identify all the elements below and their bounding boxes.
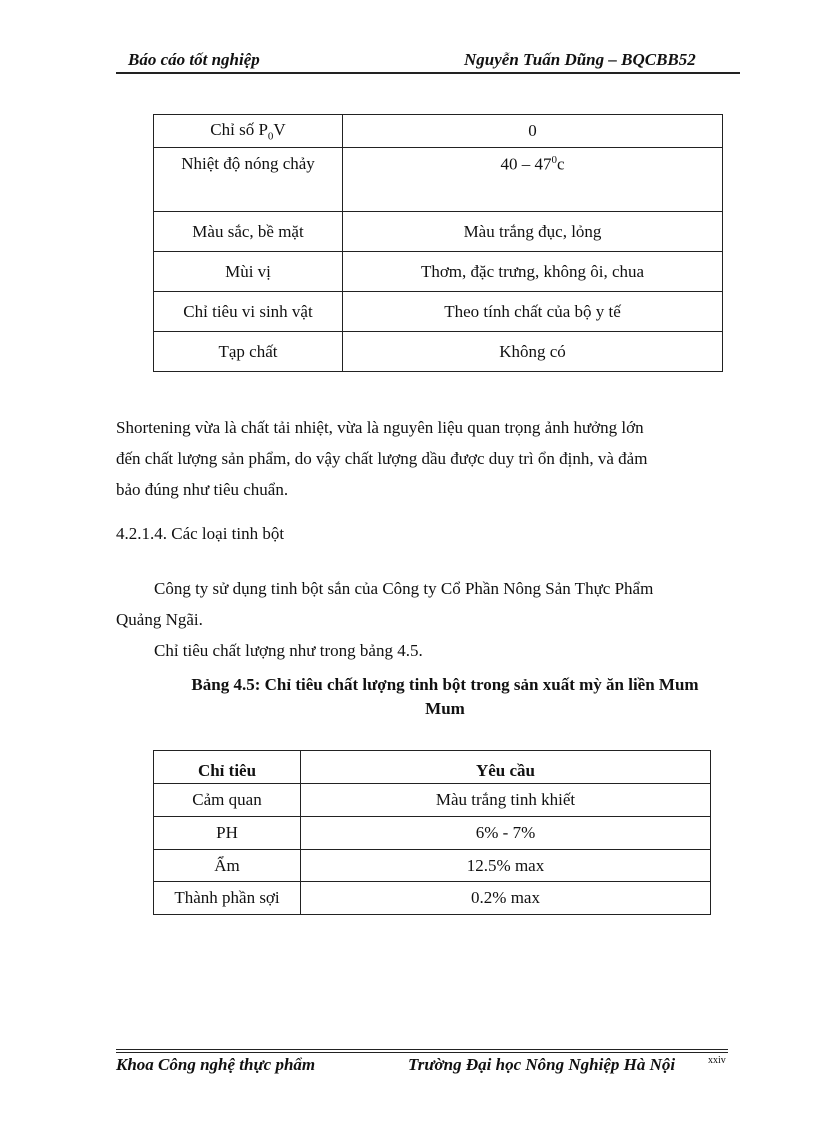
table-cell: Không có: [343, 332, 723, 372]
column-header: Chỉ tiêu: [154, 751, 301, 784]
section-heading: 4.2.1.4. Các loại tinh bột: [116, 524, 285, 543]
table-cell: PH: [154, 817, 301, 850]
column-header: Yêu cầu: [301, 751, 711, 784]
paragraph-line: đến chất lượng sản phẩm, do vậy chất lượng dầu được duy trì ổn định, và đảm: [116, 449, 648, 468]
table-cell: Chỉ tiêu vi sinh vật: [154, 292, 343, 332]
paragraph-line: bảo đúng như tiêu chuẩn.: [116, 480, 289, 499]
table-caption: [140, 673, 750, 721]
table-cell: 0: [343, 115, 723, 148]
table-row: [154, 817, 711, 850]
table-cell: 12.5% max: [301, 850, 711, 882]
table-cell: 6% - 7%: [301, 817, 711, 850]
paragraph-line: Công ty sử dụng tinh bột sắn của Công ty Cổ Phần Nông Sản Thực Phẩm: [154, 579, 654, 598]
starch-table: [153, 750, 711, 915]
table-cell: Màu trắng đục, lỏng: [343, 212, 723, 252]
table-cell: Cảm quan: [154, 784, 301, 817]
table-cell: Tạp chất: [154, 332, 343, 372]
table-cell: Màu sắc, bề mặt: [154, 212, 343, 252]
caption-line: Mum: [425, 699, 465, 718]
footer-left: Khoa Công nghệ thực phẩm: [116, 1055, 316, 1074]
table-cell: 0.2% max: [301, 882, 711, 915]
table-cell: Mùi vị: [154, 252, 343, 292]
footer-right: Trường Đại học Nông Nghiệp Hà Nội: [408, 1055, 676, 1074]
table-cell: Nhiệt độ nóng chảy: [154, 148, 343, 212]
table-row: [154, 292, 723, 332]
page-number: xxiv: [708, 1055, 726, 1066]
paragraph-line: Quảng Ngãi.: [116, 610, 203, 629]
table-row: [154, 115, 723, 148]
table-row: [154, 850, 711, 882]
paragraph-line: Shortening vừa là chất tải nhiệt, vừa là nguyên liệu quan trọng ảnh hưởng lớn: [116, 418, 644, 437]
paragraph-starch: [116, 573, 726, 666]
table-row: [154, 212, 723, 252]
header-rule: [116, 72, 740, 74]
table-row: [154, 882, 711, 915]
footer-rule-top: [116, 1049, 728, 1050]
table-cell: Màu trắng tinh khiết: [301, 784, 711, 817]
paragraph-line: Chỉ tiêu chất lượng như trong bảng 4.5.: [154, 641, 423, 660]
header-left: Báo cáo tốt nghiệp: [128, 50, 260, 69]
caption-line: Bảng 4.5: Chỉ tiêu chất lượng tinh bột trong sản xuất mỳ ăn liền Mum: [191, 675, 699, 694]
table-cell: Chỉ số $P_0V$: [154, 115, 343, 148]
header-right: Nguyễn Tuấn Dũng – BQCBB52: [464, 50, 696, 69]
table-row: [154, 332, 723, 372]
table-cell: $40 - 47^0c$: [343, 148, 723, 212]
table-cell: Thành phần sợi: [154, 882, 301, 915]
table-cell: Thơm, đặc trưng, không ôi, chua: [343, 252, 723, 292]
footer-rule-bottom: [116, 1052, 728, 1053]
table-row: [154, 784, 711, 817]
table-cell: Theo tính chất của bộ y tế: [343, 292, 723, 332]
table-row: [154, 252, 723, 292]
table-cell: Ẩm: [154, 850, 301, 882]
paragraph-shortening: [116, 412, 726, 505]
properties-table: [153, 114, 723, 372]
table-header-row: [154, 751, 711, 784]
table-row: [154, 148, 723, 212]
